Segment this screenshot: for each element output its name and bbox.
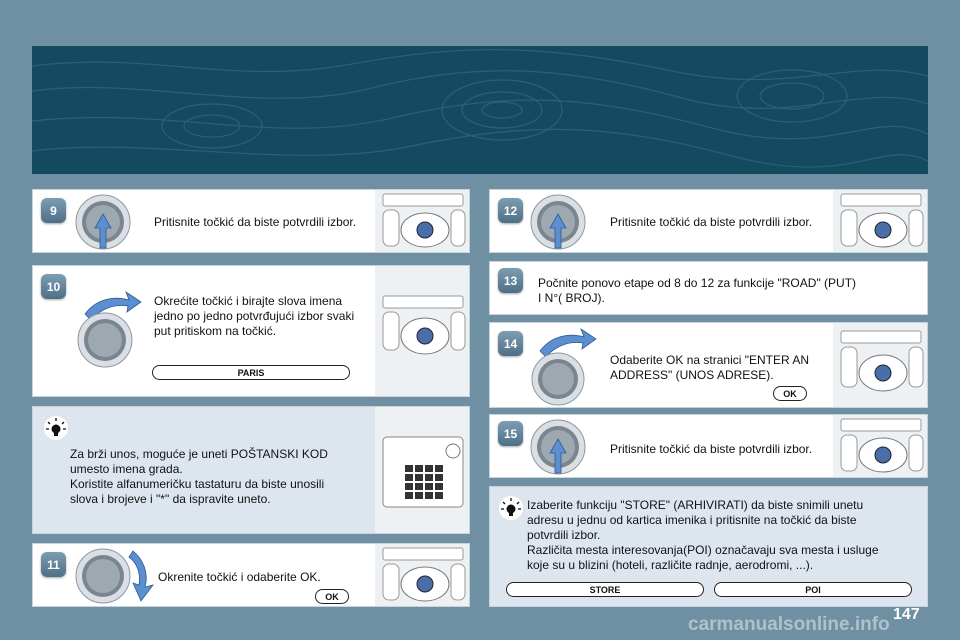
step-number: 14 bbox=[498, 331, 523, 356]
poi-pill: POI bbox=[714, 582, 912, 597]
paris-pill: PARIS bbox=[152, 365, 350, 380]
tip-card-store bbox=[489, 486, 928, 607]
step-number: 13 bbox=[498, 268, 523, 293]
step-number: 10 bbox=[41, 274, 66, 299]
step-9-text: Pritisnite točkić da biste potvrdili izbor. bbox=[154, 215, 357, 229]
ok-pill: OK bbox=[315, 589, 349, 604]
step-13-text: Počnite ponovo etape od 8 do 12 za funkcije "ROAD" (PUT) I N°( BROJ). bbox=[538, 276, 857, 305]
tip-2-text: Izaberite funkciju "STORE" (ARHIVIRATI) da biste snimili unetu adresu u jednu od kartica imenika i pritisnite na točkić da biste potvrdili izbor. Različita mesta interesovanja(POI) označavaju sva mesta i usluge koje su u blizini (hoteli, različite radnje, aerodromi, ...). bbox=[527, 498, 879, 572]
knob-press-icon bbox=[528, 417, 588, 477]
step-10-text: Okrećite točkić i birajte slova imena jedno po jedno potvrđujući izbor svaki put pritiskom na točkić. bbox=[154, 294, 355, 338]
control-panel-illustration bbox=[375, 266, 470, 397]
knob-rotate-icon bbox=[528, 325, 598, 408]
step-number: 9 bbox=[41, 198, 66, 223]
header-banner bbox=[32, 46, 928, 174]
knob-press-icon bbox=[73, 192, 133, 252]
lightbulb-icon bbox=[43, 415, 69, 441]
lightbulb-icon bbox=[498, 495, 524, 521]
step-10-card bbox=[32, 265, 470, 397]
step-12-card bbox=[489, 189, 928, 253]
control-panel-illustration bbox=[375, 544, 470, 607]
store-pill: STORE bbox=[506, 582, 704, 597]
topographic-pattern bbox=[32, 46, 928, 174]
step-14-card bbox=[489, 322, 928, 408]
tip-1-text: Za brži unos, moguće je uneti POŠTANSKI KOD umesto imena grada. Koristite alfanumeričku tastaturu da biste unosili slova i brojeve i "*" da ispravite uneto. bbox=[70, 447, 328, 506]
knob-press-icon bbox=[528, 192, 588, 252]
step-12-text: Pritisnite točkić da biste potvrdili izbor. bbox=[610, 215, 813, 229]
control-panel-illustration bbox=[375, 190, 470, 253]
step-14-text: Odaberite OK na stranici "ENTER AN ADDRESS" (UNOS ADRESE). bbox=[610, 353, 810, 382]
step-number: 15 bbox=[498, 421, 523, 446]
tip-card-postcode bbox=[32, 406, 470, 534]
control-panel-illustration bbox=[833, 415, 928, 478]
step-number: 12 bbox=[498, 198, 523, 223]
watermark: carmanualsonline.info bbox=[688, 614, 890, 635]
step-15-text: Pritisnite točkić da biste potvrdili izbor. bbox=[610, 442, 813, 456]
page-number: 147 bbox=[893, 606, 920, 623]
step-11-card bbox=[32, 543, 470, 607]
keypad-illustration bbox=[375, 407, 470, 534]
step-number: 11 bbox=[41, 552, 66, 577]
ok-pill: OK bbox=[773, 386, 807, 401]
control-panel-illustration bbox=[833, 190, 928, 253]
step-15-card bbox=[489, 414, 928, 478]
step-9-card bbox=[32, 189, 470, 253]
step-11-text: Okrenite točkić i odaberite OK. bbox=[158, 570, 321, 584]
control-panel-illustration bbox=[833, 323, 928, 408]
knob-rotate-icon bbox=[73, 288, 143, 388]
step-13-card bbox=[489, 261, 928, 315]
